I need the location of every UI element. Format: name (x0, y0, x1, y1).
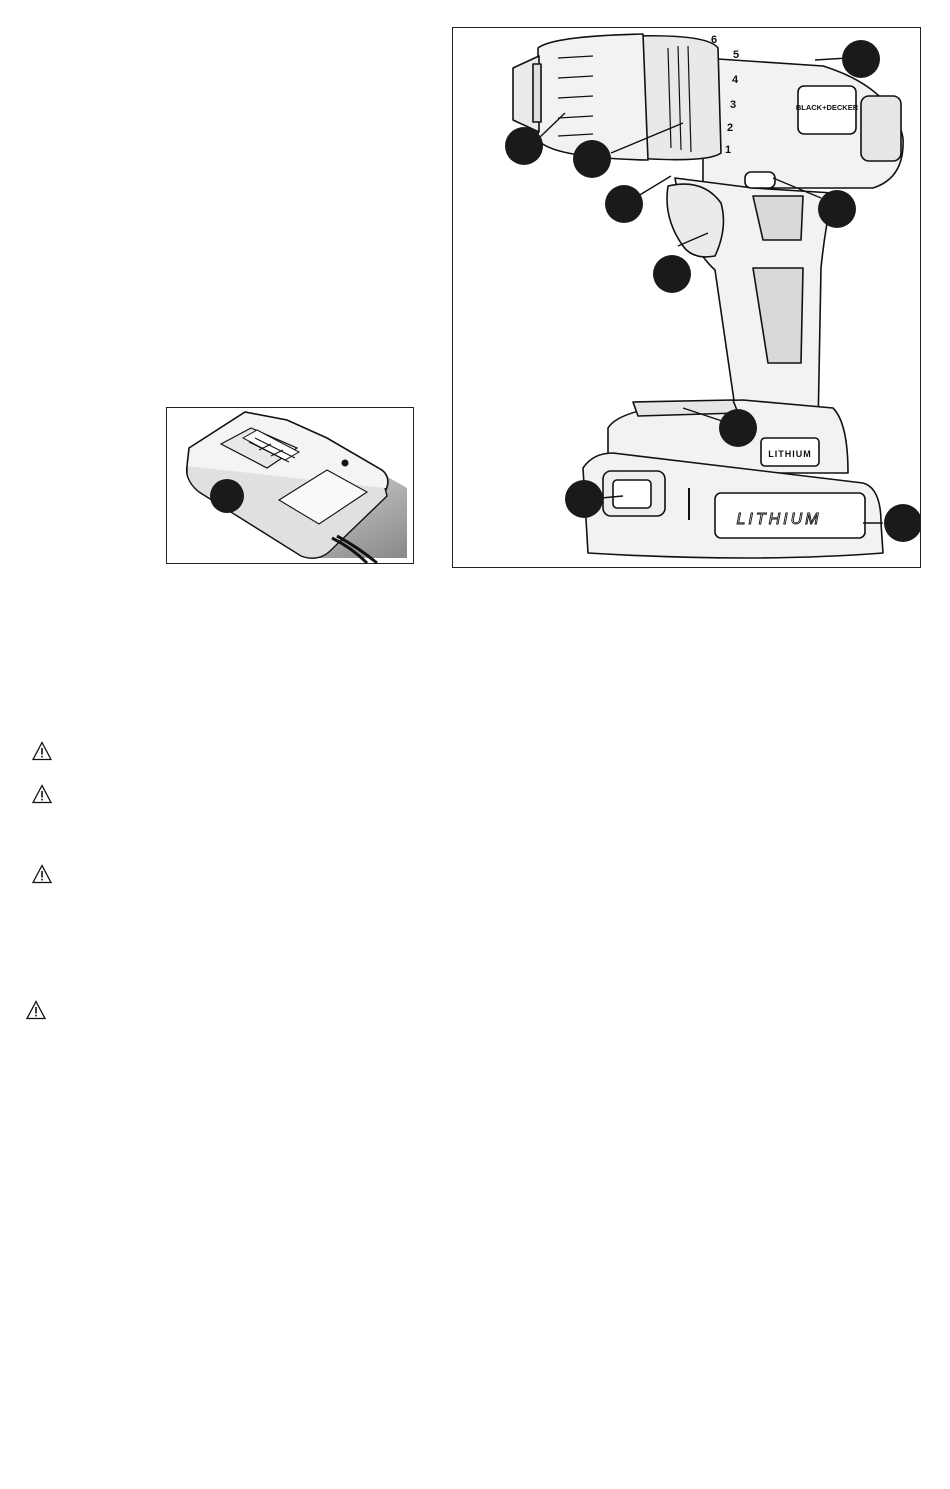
brand-logo: BLACK+DECKER (795, 103, 859, 112)
clutch-number-2: 2 (727, 122, 734, 134)
drill-callout-6 (653, 255, 691, 293)
clutch-number-5: 5 (733, 49, 740, 61)
handle-lithium-label: LITHIUM (768, 449, 812, 459)
warning-triangle-icon (32, 864, 52, 884)
clutch-number-3: 3 (730, 99, 737, 111)
clutch-number-6: 6 (711, 34, 718, 46)
clutch-number-4: 4 (732, 74, 739, 86)
drill-illustration (453, 28, 920, 567)
drill-callout-4 (605, 185, 643, 223)
drill-callout-8 (565, 480, 603, 518)
drill-callout-5 (818, 190, 856, 228)
charger-callout (210, 479, 244, 513)
drill-figure (452, 27, 921, 568)
charger-figure (166, 407, 414, 564)
clutch-number-1: 1 (725, 144, 732, 156)
drill-callout-2 (505, 127, 543, 165)
battery-lithium-label: LITHIUM (736, 511, 822, 528)
drill-callout-9 (884, 504, 920, 542)
drill-callout-7 (719, 409, 757, 447)
drill-callout-3 (573, 140, 611, 178)
warning-triangle-icon (26, 1000, 46, 1020)
drill-callout-1 (842, 40, 880, 78)
warning-triangle-icon (32, 741, 52, 761)
warning-triangle-icon (32, 784, 52, 804)
charger-illustration (167, 408, 413, 563)
